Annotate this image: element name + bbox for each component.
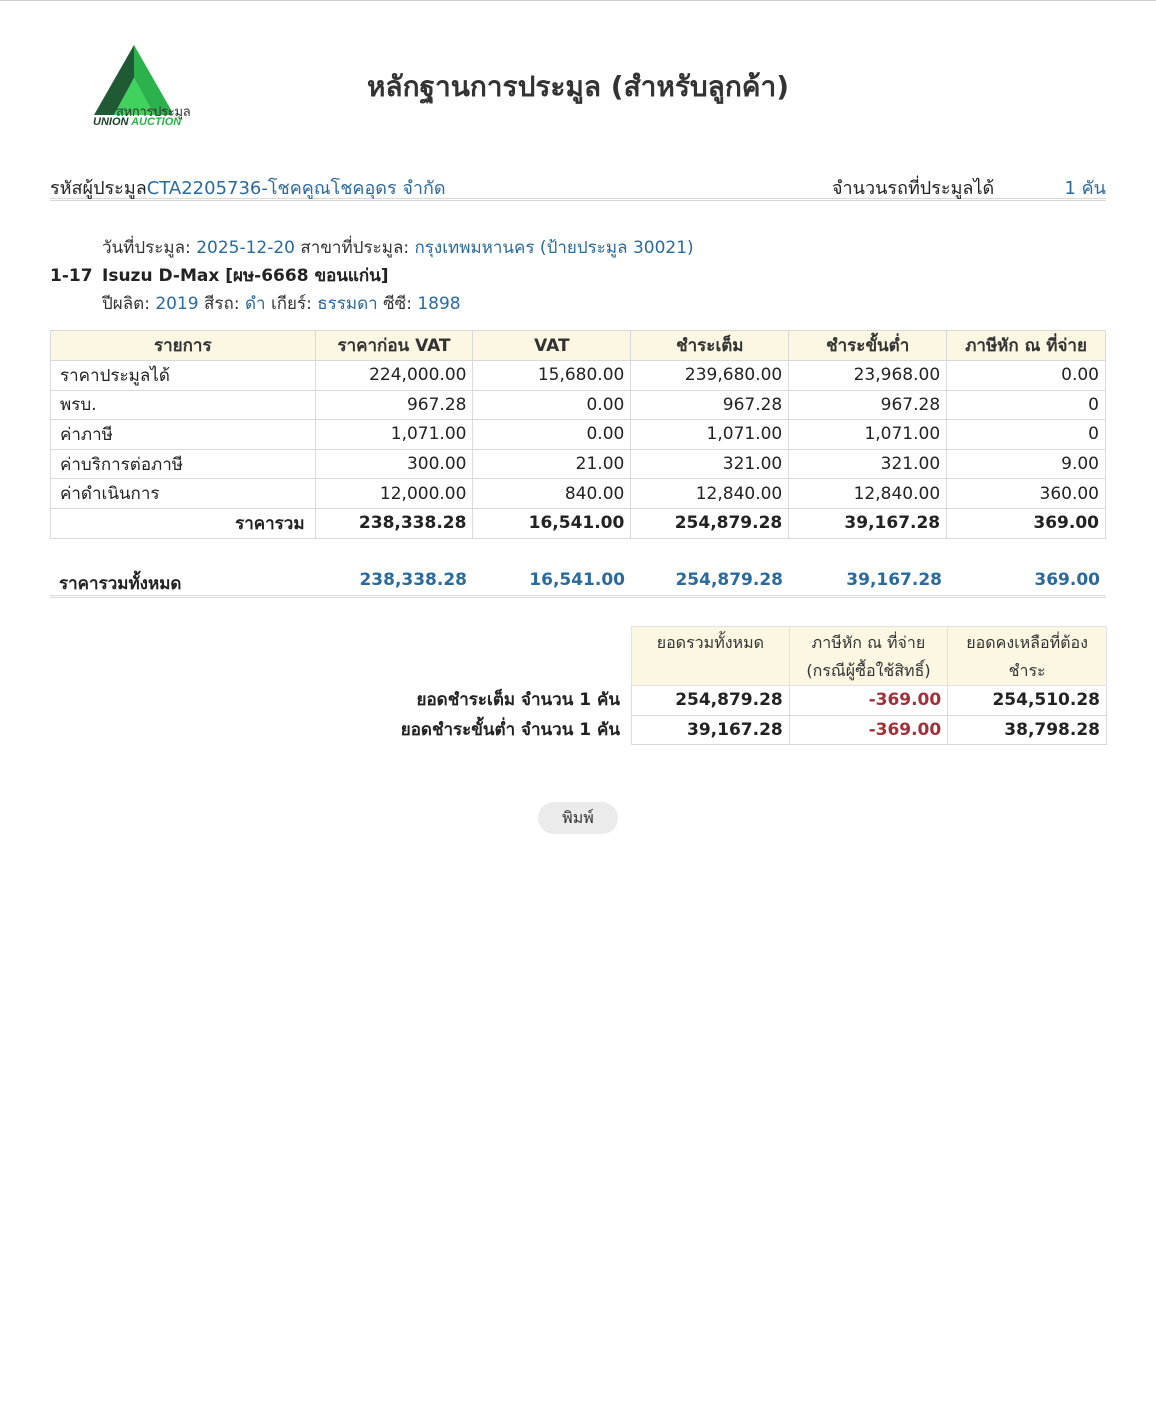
table-total-row: ราคารวม 238,338.28 16,541.00 254,879.28 39,167.28 369.00 [51,508,1106,538]
car-count-label: จำนวนรถที่ประมูลได้ [832,178,995,199]
summary-header-row [632,627,1107,686]
bidder-row [50,171,1106,201]
grand-total-full-pay: 254,879.28 [675,570,783,590]
col-header-item: รายการ [51,331,316,361]
col-header-pre-vat: ราคาก่อน VAT [315,331,473,361]
summary-header-total: ยอดรวมทั้งหมด [632,627,790,686]
price-breakdown-table [50,330,1106,539]
car-title: Isuzu D-Max [ผษ-6668 ขอนแก่น] [102,266,389,286]
table-row: พรบ. 967.28 0.00 967.28 967.28 0 [51,390,1106,420]
summary-label-full: ยอดชำระเต็ม จำนวน 1 คัน [416,690,620,710]
print-button[interactable]: พิมพ์ [538,802,618,834]
auction-date-branch: วันที่ประมูล: 2025-12-20 สาขาที่ประมูล: กรุงเทพมหานคร (ป้ายประมูล 30021) [102,238,694,258]
grand-total-min-pay: 39,167.28 [846,570,942,590]
grand-total-label: ราคารวมทั้งหมด [59,574,182,594]
col-header-min-pay: ชำระขั้นต่ำ [789,331,947,361]
summary-row: 254,879.28 -369.00 254,510.28 [632,686,1107,716]
table-row: ค่าดำเนินการ 12,000.00 840.00 12,840.00 12,840.00 360.00 [51,479,1106,509]
payment-summary-table [631,626,1107,745]
table-row: ราคาประมูลได้ 224,000.00 15,680.00 239,680.00 23,968.00 0.00 [51,361,1106,391]
col-header-vat: VAT [473,331,631,361]
grand-total-withholding: 369.00 [1034,570,1100,590]
car-count-value: 1 คัน [1064,178,1106,199]
summary-header-withholding: ภาษีหัก ณ ที่จ่าย (กรณีผู้ซื้อใช้สิทธิ์) [789,627,948,686]
col-header-full-pay: ชำระเต็ม [631,331,789,361]
car-specs: ปีผลิต: 2019 สีรถ: ดำ เกียร์: ธรรมดา ซีซี: 1898 [102,294,461,314]
grand-total-row [50,567,1106,598]
col-header-withholding: ภาษีหัก ณ ที่จ่าย [947,331,1106,361]
page-title: หลักฐานการประมูล (สำหรับลูกค้า) [366,70,790,103]
table-row: ค่าบริการต่อภาษี 300.00 21.00 321.00 321.00 9.00 [51,449,1106,479]
logo-text-en: UNION AUCTION [93,116,182,128]
grand-total-pre-vat: 238,338.28 [359,570,467,590]
summary-label-min: ยอดชำระขั้นต่ำ จำนวน 1 คัน [400,720,620,740]
logo-text-th: สหการประมูล [116,104,191,119]
table-header-row [51,331,1106,361]
bidder-id: รหัสผู้ประมูลCTA2205736-โชคคูณโชคอุดร จำกัด [50,178,446,199]
lot-car [50,262,389,289]
summary-header-remaining: ยอดคงเหลือที่ต้อง ชำระ [948,627,1107,686]
grand-total-vat: 16,541.00 [529,570,625,590]
lot-number: 1-17 [50,266,93,286]
table-row: ค่าภาษี 1,071.00 0.00 1,071.00 1,071.00 0 [51,420,1106,450]
summary-row: 39,167.28 -369.00 38,798.28 [632,715,1107,745]
